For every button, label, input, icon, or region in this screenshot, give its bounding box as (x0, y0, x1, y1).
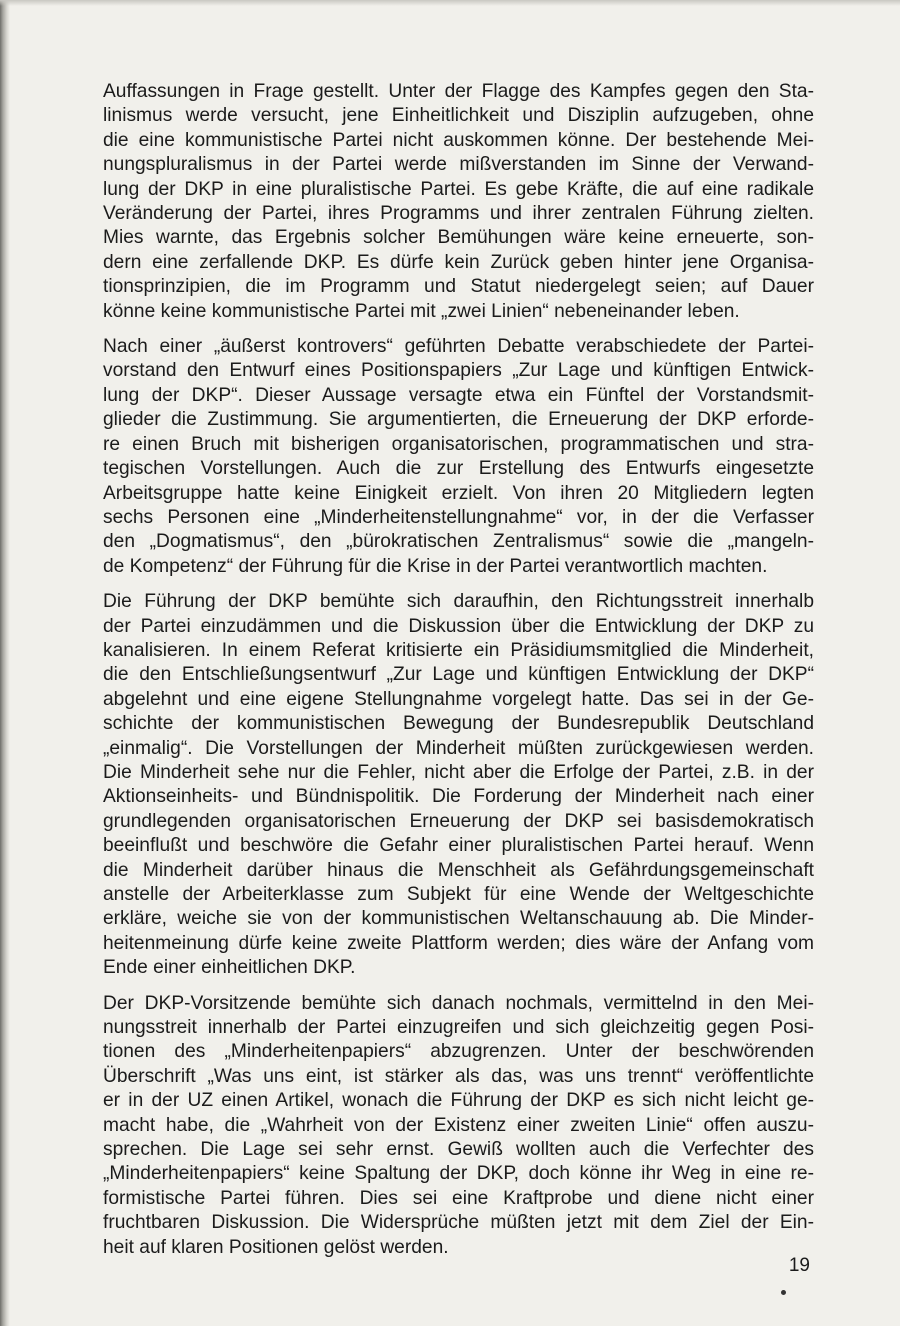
text-line: Die Minderheit sehe nur die Fehler, nicht aber die Erfolge der Partei, z.B. in der (103, 761, 814, 783)
text-line: beeinflußt und beschwöre die Gefahr einer pluralistischen Partei herauf. Wenn (103, 835, 814, 857)
text-line: Ende einer einheitlichen DKP. (103, 957, 356, 979)
text-line: „einmalig“. Die Vorstellungen der Minderheit müßten zurückgewiesen werden. (103, 737, 814, 759)
text-line: heitenmeinung dürfe keine zweite Plattform werden; dies wäre der Anfang vom (103, 932, 814, 954)
text-line: Mies warnte, das Ergebnis solcher Bemühungen wäre keine erneuerte, son- (103, 227, 814, 249)
text-line: tegischen Vorstellungen. Auch die zur Erstellung des Entwurfs eingesetzte (103, 458, 814, 480)
text-line: linismus werde versucht, jene Einheitlichkeit und Disziplin aufzugeben, ohne (103, 105, 814, 127)
text-line: Auffassungen in Frage gestellt. Unter der Flagge des Kampfes gegen den Sta- (103, 81, 814, 102)
text-line: abgelehnt und eine eigene Stellungnahme vorgelegt hatte. Das sei in der Ge- (103, 688, 814, 710)
paragraph-4 (103, 992, 814, 1260)
top-edge-shadow (0, 0, 900, 6)
text-line: Nach einer „äußerst kontrovers“ geführten Debatte verabschiedete der Partei- (103, 336, 814, 358)
text-line: formistische Partei führen. Dies sei eine Kraftprobe und diene nicht einer (103, 1187, 814, 1209)
text-line: dern eine zerfallende DKP. Es dürfe kein Zurück geben hinter jene Organisa- (103, 251, 814, 273)
text-line: vorstand den Entwurf eines Positionspapiers „Zur Lage und künftigen Entwick- (103, 360, 814, 382)
text-line: schichte der kommunistischen Bewegung der Bundesrepublik Deutschland (103, 713, 814, 735)
text-line: heit auf klaren Positionen gelöst werden. (103, 1236, 449, 1258)
text-line: Aktionseinheits- und Bündnispolitik. Die Forderung der Minderheit nach einer (103, 786, 814, 808)
text-line: lung der DKP in eine pluralistische Partei. Es gebe Kräfte, die auf eine radikale (103, 178, 814, 200)
text-line: nungsstreit innerhalb der Partei einzugreifen und sich gleichzeitig gegen Posi- (103, 1017, 814, 1039)
scan-dot-mark (781, 1290, 786, 1295)
text-line: Arbeitsgruppe hatte keine Einigkeit erzielt. Von ihren 20 Mitgliedern legten (103, 482, 814, 504)
text-line: erkläre, weiche sie von der kommunistischen Weltanschauung ab. Die Minder- (103, 908, 814, 930)
text-line: er in der UZ einen Artikel, wonach die Führung der DKP es sich nicht leicht ge- (103, 1090, 814, 1112)
text-line: den „Dogmatismus“, den „bürokratischen Zentralismus“ sowie die „mangeln- (103, 531, 814, 553)
binding-shadow (0, 0, 10, 1326)
text-line: sprechen. Die Lage sei sehr ernst. Gewiß wollten auch die Verfechter des (103, 1139, 814, 1161)
text-line: die Minderheit darüber hinaus die Menschheit als Gefährdungsgemeinschaft (103, 859, 814, 881)
text-line: kanalisieren. In einem Referat kritisierte ein Präsidiumsmitglied die Minderheit, (103, 639, 814, 661)
paragraph-2 (103, 335, 814, 579)
text-line: Überschrift „Was uns eint, ist stärker als das, was uns trennt“ veröffentlichte (103, 1065, 814, 1087)
text-line: tionen des „Minderheitenpapiers“ abzugrenzen. Unter der beschwörenden (103, 1041, 814, 1063)
paragraph-3 (103, 590, 814, 981)
paragraph-1 (103, 80, 814, 324)
text-line: glieder die Zustimmung. Sie argumentierten, die Erneuerung der DKP erforde- (103, 409, 814, 431)
text-line: fruchtbaren Diskussion. Die Widersprüche müßten jetzt mit dem Ziel der Ein- (103, 1212, 814, 1234)
page-number: 19 (788, 1255, 810, 1276)
text-line: tionsprinzipien, die im Programm und Statut niedergelegt seien; auf Dauer (103, 276, 814, 298)
text-line: könne keine kommunistische Partei mit „zwei Linien“ nebeneinander leben. (103, 300, 740, 322)
text-line: die eine kommunistische Partei nicht auskommen könne. Der bestehende Mei- (103, 129, 814, 151)
text-line: Die Führung der DKP bemühte sich daraufhin, den Richtungsstreit innerhalb (103, 591, 814, 613)
text-line: Veränderung der Partei, ihres Programms und ihrer zentralen Führung zielten. (103, 203, 814, 225)
text-line: lung der DKP“. Dieser Aussage versagte etwa ein Fünftel der Vorstandsmit- (103, 384, 814, 406)
text-line: die den Entschließungsentwurf „Zur Lage und künftigen Entwicklung der DKP“ (103, 664, 814, 686)
text-line: nungspluralismus in der Partei werde mißverstanden im Sinne der Verwand- (103, 154, 814, 176)
body-text (103, 80, 814, 1271)
text-line: de Kompetenz“ der Führung für die Krise in der Partei verantwortlich machten. (103, 555, 768, 577)
text-line: anstelle der Arbeiterklasse zum Subjekt für eine Wende der Weltgeschichte (103, 884, 814, 905)
text-line: grundlegenden organisatorischen Erneuerung der DKP sei basisdemokratisch (103, 810, 814, 832)
text-line: macht habe, die „Wahrheit von der Existenz einer zweiten Linie“ offen auszu- (103, 1114, 814, 1136)
text-line: sechs Personen eine „Minderheitenstellungnahme“ vor, in der die Verfasser (103, 506, 814, 528)
text-line: Der DKP-Vorsitzende bemühte sich danach nochmals, vermittelnd in den Mei- (103, 992, 814, 1014)
text-line: re einen Bruch mit bisherigen organisatorischen, programmatischen und stra- (103, 433, 814, 455)
text-line: „Minderheitenpapiers“ keine Spaltung der DKP, doch könne ihr Weg in eine re- (103, 1163, 814, 1185)
text-line: der Partei einzudämmen und die Diskussion über die Entwicklung der DKP zu (103, 615, 814, 637)
